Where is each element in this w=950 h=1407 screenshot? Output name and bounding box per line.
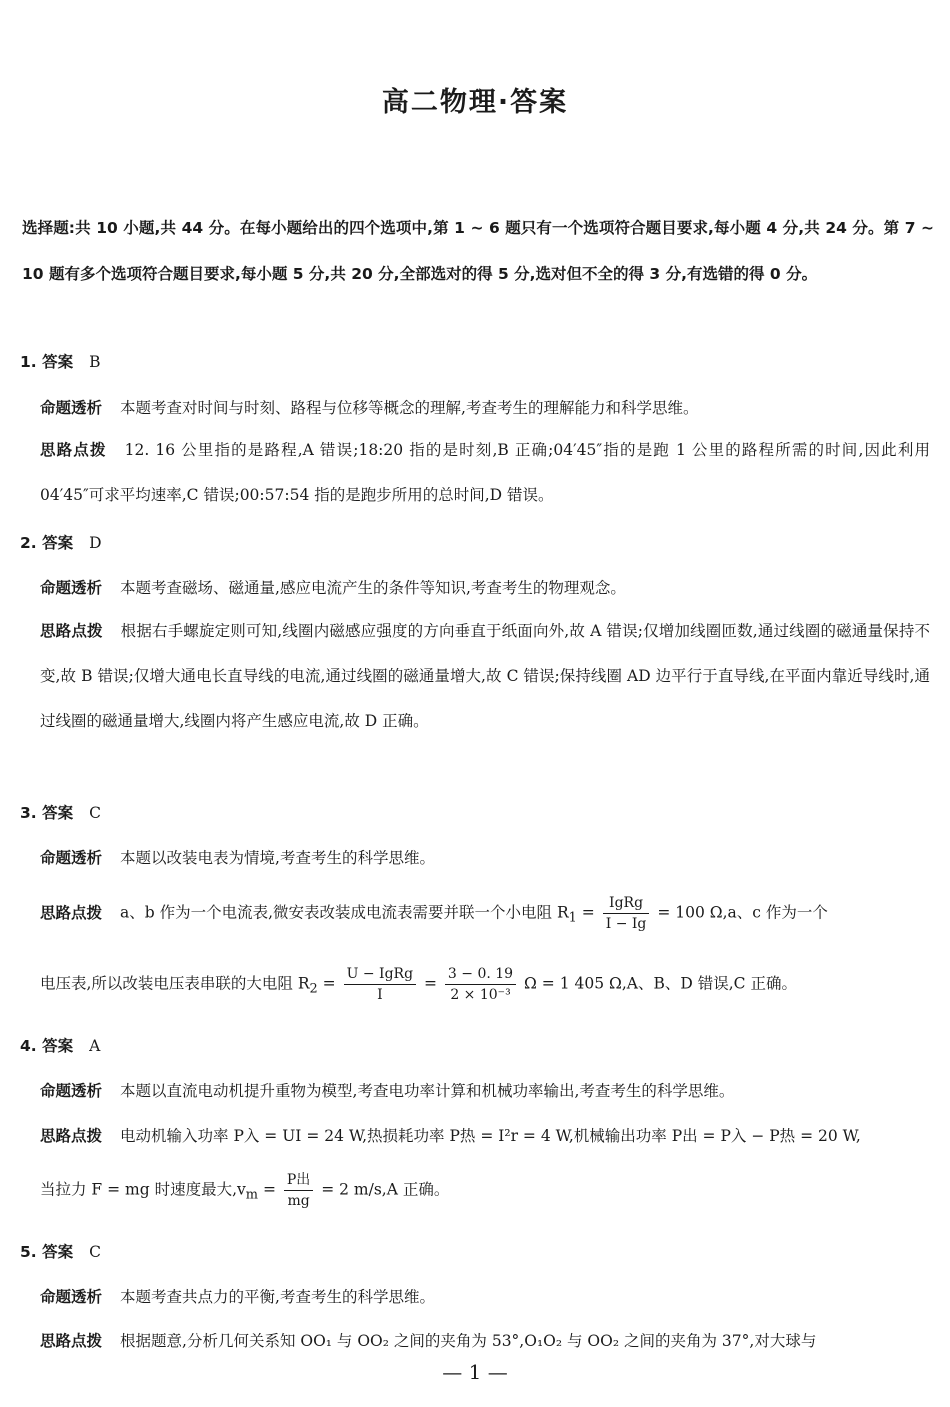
fraction-r1	[603, 893, 650, 934]
answer-value: D	[89, 534, 102, 552]
hint-text: 当拉力 F = mg 时速度最大,v	[40, 1180, 246, 1199]
resistor-subscript: 1	[568, 910, 577, 926]
hint-text: 根据右手螺旋定则可知,线圈内磁感应强度的方向垂直于纸面向外,故 A 错误;仅增加线圈匝数,通过线圈的磁通量保持不变,故 B 错误;仅增大通电长直导线的电流,通过线圈的磁通量增大,故 C 错误;保持线圈 AD 边平行于直导线,在平面内靠近导线时,通过线圈的磁通量增大,线圈内将产生感应电流,故 D 正确。	[40, 622, 930, 730]
question-4-analysis	[40, 1079, 930, 1101]
answer-label: 4. 答案	[20, 1037, 74, 1055]
analysis-text: 本题考查对时间与时刻、路程与位移等概念的理解,考查考生的理解能力和科学思维。	[120, 399, 699, 417]
answer-value: C	[89, 804, 101, 822]
hint-label: 思路点拨	[40, 441, 107, 459]
analysis-text: 本题考查磁场、磁通量,感应电流产生的条件等知识,考查考生的物理观念。	[120, 579, 626, 597]
equals-sign: =	[317, 974, 336, 993]
analysis-label: 命题透析	[40, 1288, 103, 1306]
hint-text: 电动机输入功率 P入 = UI = 24 W,热损耗功率 P热 = I²r = 4 W,机械输出功率 P出 = P入 − P热 = 20 W,	[120, 1127, 861, 1145]
fraction-numerator: IgRg	[603, 893, 650, 914]
hint-text: = 2 m/s,A 正确。	[321, 1180, 450, 1199]
question-4-answer	[20, 1034, 100, 1056]
analysis-text: 本题以直流电动机提升重物为模型,考查电功率计算和机械功率输出,考查考生的科学思维。	[120, 1082, 735, 1100]
question-5-answer	[20, 1240, 101, 1262]
question-2-analysis	[40, 576, 930, 598]
question-2-hint	[40, 609, 930, 744]
answer-value: B	[89, 353, 101, 371]
hint-label: 思路点拨	[40, 1127, 103, 1145]
analysis-label: 命题透析	[40, 849, 103, 867]
resistor-subscript: 2	[309, 981, 318, 997]
question-3-hint-line2	[40, 964, 930, 1005]
question-2-answer	[20, 531, 102, 553]
fraction-denominator: 2 × 10⁻³	[450, 987, 511, 1003]
hint-text: 电压表,所以改装电压表串联的大电阻 R	[40, 974, 310, 993]
answer-label: 5. 答案	[20, 1243, 74, 1261]
hint-label: 思路点拨	[40, 1332, 103, 1350]
fraction-numerator: P出	[284, 1170, 313, 1191]
hint-text: Ω = 1 405 Ω,A、B、D 错误,C 正确。	[524, 974, 797, 993]
hint-text: a、b 作为一个电流表,微安表改装成电流表需要并联一个小电阻 R	[120, 903, 569, 922]
hint-text: 根据题意,分析几何关系知 OO₁ 与 OO₂ 之间的夹角为 53°,O₁O₂ 与 OO₂ 之间的夹角为 37°,对大球与	[120, 1332, 817, 1350]
question-1-hint	[40, 428, 930, 518]
fraction-denominator: I	[377, 987, 383, 1003]
fraction-denominator: mg	[287, 1193, 310, 1209]
answer-label: 2. 答案	[20, 534, 74, 552]
fraction-numerator: 3 − 0. 19	[445, 964, 516, 985]
question-4-hint-line1	[40, 1124, 930, 1146]
analysis-text: 本题考查共点力的平衡,考查考生的科学思维。	[120, 1288, 435, 1306]
page-number: — 1 —	[442, 1360, 508, 1384]
question-3-analysis	[40, 846, 930, 868]
answer-label: 3. 答案	[20, 804, 74, 822]
velocity-subscript: m	[245, 1187, 259, 1203]
question-1-analysis	[40, 396, 930, 418]
question-3-hint-line1	[40, 893, 930, 934]
question-1-answer	[20, 350, 100, 372]
analysis-text: 本题以改装电表为情境,考查考生的科学思维。	[120, 849, 435, 867]
question-5-hint	[40, 1329, 930, 1351]
analysis-label: 命题透析	[40, 399, 103, 417]
hint-label: 思路点拨	[40, 903, 103, 922]
fraction-denominator: I − Ig	[605, 916, 647, 932]
question-5-analysis	[40, 1285, 930, 1307]
hint-text: 12. 16 公里指的是路程,A 错误;18:20 指的是时刻,B 正确;04′45″指的是跑 1 公里的路程所需的时间,因此利用 04′45″可求平均速率,C 错误;00:57:54 指的是跑步所用的总时间,D 错误。	[40, 441, 930, 504]
answer-label: 1. 答案	[20, 353, 74, 371]
analysis-label: 命题透析	[40, 1082, 103, 1100]
section-intro: 选择题:共 10 小题,共 44 分。在每小题给出的四个选项中,第 1 ~ 6 题只有一个选项符合题目要求,每小题 4 分,共 24 分。第 7 ~ 10 题有多个选项符合题目要求,每小题 5 分,共 20 分,全部选对的得 5 分,选对但不全的得 3 分,有选错的得 0 分。	[22, 219, 934, 283]
fraction-numerator: U − IgRg	[344, 964, 416, 985]
fraction-velocity	[284, 1170, 313, 1211]
hint-text: = 100 Ω,a、c 作为一个	[657, 903, 828, 922]
answer-value: A	[89, 1037, 101, 1055]
fraction-r2-values	[445, 964, 516, 1005]
equals-sign: =	[258, 1180, 276, 1199]
question-4-hint-line2	[40, 1170, 930, 1211]
equals-sign: =	[423, 974, 437, 993]
fraction-r2-formula	[344, 964, 416, 1005]
page-title: 高二物理·答案	[381, 87, 569, 118]
hint-label: 思路点拨	[40, 622, 103, 640]
question-3-answer	[20, 801, 101, 823]
equals-sign: =	[576, 903, 595, 922]
analysis-label: 命题透析	[40, 579, 103, 597]
answer-value: C	[89, 1243, 101, 1261]
